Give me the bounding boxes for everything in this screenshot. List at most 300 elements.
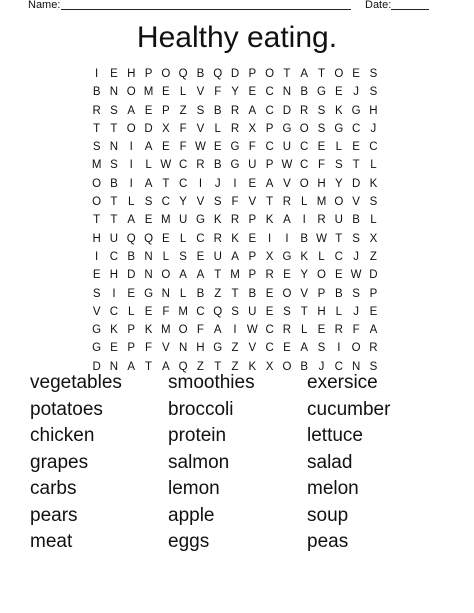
grid-letter: I	[112, 287, 116, 300]
grid-letter: E	[144, 305, 153, 318]
grid-letter: S	[317, 104, 326, 117]
grid-letter: B	[213, 104, 222, 117]
grid-letter: B	[248, 287, 257, 300]
grid-letter: E	[283, 342, 291, 355]
grid-letter: O	[126, 122, 136, 135]
grid-letter: E	[334, 86, 343, 99]
grid-letter: S	[196, 104, 205, 117]
grid-letter: R	[230, 214, 240, 227]
grid-letter: I	[129, 141, 133, 154]
grid-letter: A	[162, 360, 170, 373]
word-bank-item: cucumber	[307, 398, 391, 420]
grid-letter: S	[352, 232, 360, 245]
grid-letter: V	[196, 196, 205, 209]
grid-letter: K	[369, 177, 378, 190]
grid-letter: B	[196, 287, 205, 300]
grid-letter: F	[317, 159, 326, 172]
grid-letter: O	[92, 196, 102, 209]
grid-letter: X	[369, 232, 378, 245]
grid-letter: U	[248, 159, 257, 172]
grid-letter: W	[316, 232, 327, 245]
grid-letter: L	[162, 250, 170, 263]
grid-letter: T	[317, 68, 326, 80]
grid-letter: K	[248, 360, 257, 373]
grid-letter: O	[282, 360, 292, 373]
grid-letter: A	[127, 214, 136, 227]
grid-letter: T	[214, 269, 222, 282]
word-bank-item: protein	[168, 425, 227, 446]
grid-letter: Q	[178, 68, 188, 80]
page-title: Healthy eating.	[136, 21, 338, 54]
grid-letter: N	[178, 342, 188, 355]
grid-letter: E	[265, 287, 274, 300]
word-bank-item: salmon	[168, 451, 230, 473]
grid-letter: L	[370, 214, 377, 227]
grid-letter: W	[350, 269, 362, 282]
grid-letter: F	[179, 141, 187, 154]
grid-letter: A	[144, 141, 153, 154]
grid-letter: D	[282, 104, 292, 117]
grid-letter: M	[143, 86, 154, 99]
grid-letter: X	[265, 250, 274, 263]
grid-letter: S	[352, 287, 360, 300]
grid-letter: Q	[144, 232, 154, 245]
grid-letter: Y	[179, 196, 187, 209]
word-bank-item: exersice	[307, 372, 378, 393]
grid-letter: S	[369, 86, 378, 99]
grid-letter: D	[92, 360, 101, 373]
grid-letter: C	[178, 177, 188, 190]
grid-letter: U	[178, 214, 188, 227]
grid-letter: S	[92, 141, 101, 154]
word-bank-item: melon	[307, 478, 359, 499]
grid-letter: K	[110, 324, 118, 337]
grid-letter: E	[144, 214, 153, 227]
grid-letter: N	[144, 250, 153, 263]
grid-letter: H	[109, 269, 119, 282]
grid-letter: S	[110, 104, 118, 117]
grid-letter: G	[92, 324, 102, 337]
grid-letter: S	[317, 122, 326, 135]
grid-letter: P	[369, 287, 378, 300]
grid-letter: V	[92, 305, 101, 318]
grid-letter: P	[248, 269, 257, 282]
grid-letter: X	[162, 122, 170, 135]
grid-letter: Y	[334, 177, 343, 190]
grid-letter: G	[92, 342, 102, 355]
grid-letter: O	[265, 68, 275, 80]
word-bank-item: smoothies	[168, 372, 255, 393]
grid-letter: G	[230, 141, 240, 154]
grid-letter: E	[144, 104, 153, 117]
grid-letter: V	[283, 177, 291, 190]
grid-letter: Q	[213, 68, 223, 80]
grid-letter: W	[195, 141, 206, 154]
grid-letter: G	[334, 122, 344, 135]
word-bank-item: potatoes	[30, 398, 103, 420]
grid-letter: E	[110, 68, 118, 80]
grid-letter: P	[144, 68, 153, 80]
word-bank-item: vegetables	[30, 372, 122, 393]
grid-letter: Z	[231, 360, 239, 373]
grid-letter: Y	[300, 269, 309, 282]
grid-letter: C	[178, 159, 188, 172]
grid-letter: R	[334, 324, 343, 337]
grid-letter: D	[230, 68, 240, 80]
grid-letter: I	[95, 250, 99, 263]
grid-letter: C	[196, 232, 205, 245]
grid-letter: Q	[213, 305, 223, 318]
grid-letter: O	[334, 196, 344, 209]
grid-letter: K	[334, 104, 343, 117]
grid-letter: L	[370, 159, 377, 172]
grid-letter: D	[369, 269, 378, 282]
grid-letter: E	[248, 86, 257, 99]
grid-letter: E	[162, 141, 170, 154]
grid-letter: P	[248, 214, 257, 227]
grid-letter: H	[92, 232, 101, 245]
grid-letter: A	[144, 177, 153, 190]
grid-letter: H	[127, 68, 136, 80]
grid-letter: K	[213, 214, 222, 227]
grid-letter: A	[265, 177, 274, 190]
grid-letter: R	[230, 122, 240, 135]
grid-letter: B	[213, 159, 222, 172]
grid-letter: A	[127, 104, 136, 117]
grid-letter: F	[248, 141, 256, 154]
grid-letter: W	[281, 159, 293, 172]
grid-letter: B	[300, 360, 309, 373]
grid-letter: P	[248, 68, 257, 80]
word-bank-item: pears	[30, 504, 78, 526]
grid-letter: R	[230, 104, 240, 117]
grid-letter: A	[300, 68, 309, 80]
grid-letter: L	[145, 159, 152, 172]
grid-letter: T	[110, 122, 118, 135]
grid-letter: B	[334, 287, 343, 300]
grid-letter: P	[127, 342, 136, 355]
grid-letter: S	[369, 68, 378, 80]
grid-letter: C	[265, 141, 274, 154]
word-bank-item: peas	[307, 531, 349, 552]
grid-letter: J	[353, 305, 359, 318]
grid-letter: H	[369, 104, 378, 117]
grid-letter: U	[213, 250, 222, 263]
grid-letter: T	[231, 287, 239, 300]
grid-letter: L	[335, 305, 342, 318]
word-bank-item: salad	[307, 451, 353, 473]
grid-letter: U	[282, 141, 292, 154]
grid-letter: E	[127, 287, 136, 300]
grid-letter: O	[282, 287, 292, 300]
name-label: Name:	[28, 0, 61, 11]
grid-letter: R	[213, 232, 222, 245]
grid-letter: R	[92, 104, 101, 117]
grid-letter: M	[316, 196, 327, 209]
grid-letter: M	[91, 159, 102, 172]
grid-letter: D	[127, 269, 136, 282]
grid-letter: E	[196, 250, 205, 263]
grid-letter: O	[299, 122, 309, 135]
grid-letter: V	[352, 196, 360, 209]
worksheet-header	[0, 0, 474, 14]
grid-letter: J	[353, 86, 359, 99]
word-bank-item: apple	[168, 504, 215, 526]
word-bank-item: meat	[30, 531, 73, 552]
grid-letter: O	[161, 269, 171, 282]
grid-letter: G	[317, 86, 326, 99]
grid-letter: E	[334, 269, 343, 282]
grid-letter: I	[233, 324, 237, 337]
grid-letter: R	[317, 214, 326, 227]
grid-letter: D	[351, 177, 361, 190]
date-label: Date:	[365, 0, 392, 11]
word-bank-item: broccoli	[168, 398, 234, 420]
grid-letter: Q	[178, 360, 188, 373]
grid-letter: H	[317, 305, 326, 318]
grid-letter: A	[369, 324, 378, 337]
grid-letter: E	[352, 68, 360, 80]
grid-letter: S	[213, 196, 222, 209]
grid-letter: N	[144, 269, 153, 282]
grid-letter: M	[161, 214, 171, 227]
grid-letter: S	[317, 342, 326, 355]
word-bank-item: lettuce	[307, 425, 363, 446]
grid-letter: C	[300, 159, 309, 172]
grid-letter: P	[127, 324, 136, 337]
grid-letter: O	[317, 269, 326, 282]
grid-letter: M	[178, 305, 188, 318]
grid-letter: T	[93, 214, 101, 227]
grid-letter: I	[268, 232, 272, 245]
grid-letter: G	[213, 342, 223, 355]
grid-letter: Z	[179, 104, 187, 117]
grid-letter: L	[301, 324, 308, 337]
grid-letter: C	[265, 342, 274, 355]
grid-letter: T	[266, 196, 274, 209]
grid-letter: R	[282, 324, 292, 337]
word-bank-item: chicken	[30, 425, 95, 446]
grid-letter: M	[161, 324, 171, 337]
name-field-line	[61, 9, 351, 10]
word-bank-item: lemon	[168, 478, 220, 499]
grid-letter: A	[283, 214, 291, 227]
grid-letter: L	[301, 196, 308, 209]
word-search-grid	[88, 65, 382, 376]
grid-letter: L	[214, 122, 221, 135]
grid-letter: F	[231, 196, 239, 209]
grid-letter: J	[370, 122, 377, 135]
grid-letter: C	[109, 250, 119, 263]
grid-letter: V	[196, 86, 205, 99]
grid-letter: E	[369, 305, 378, 318]
grid-letter: Z	[196, 360, 204, 373]
grid-letter: E	[248, 232, 257, 245]
word-bank-item: soup	[307, 504, 349, 526]
grid-letter: E	[162, 232, 170, 245]
grid-letter: C	[265, 324, 274, 337]
grid-letter: P	[265, 159, 274, 172]
grid-letter: T	[300, 305, 308, 318]
grid-letter: A	[179, 269, 187, 282]
grid-letter: O	[334, 68, 344, 80]
grid-letter: V	[162, 342, 170, 355]
grid-letter: R	[282, 196, 292, 209]
grid-letter: T	[145, 360, 153, 373]
grid-letter: C	[334, 250, 343, 263]
grid-letter: I	[302, 214, 306, 227]
grid-letter: K	[265, 214, 274, 227]
grid-letter: C	[196, 305, 205, 318]
grid-letter: N	[351, 360, 361, 373]
grid-letter: E	[92, 269, 101, 282]
grid-letter: L	[179, 86, 187, 99]
grid-letter: T	[93, 122, 101, 135]
grid-letter: B	[300, 86, 309, 99]
grid-letter: Z	[369, 250, 377, 263]
grid-letter: F	[162, 305, 170, 318]
grid-letter: K	[300, 250, 309, 263]
grid-letter: S	[369, 196, 378, 209]
grid-letter: A	[127, 360, 136, 373]
grid-letter: B	[352, 214, 360, 227]
grid-letter: L	[128, 196, 135, 209]
grid-letter: P	[317, 287, 326, 300]
grid-letter: J	[214, 177, 221, 190]
grid-letter: C	[109, 305, 119, 318]
grid-letter: O	[299, 177, 309, 190]
grid-letter: F	[179, 122, 187, 135]
grid-letter: F	[196, 324, 204, 337]
word-bank-item: grapes	[30, 451, 89, 473]
grid-letter: P	[265, 122, 274, 135]
grid-letter: J	[318, 360, 325, 373]
date-field-line	[391, 9, 429, 10]
grid-letter: U	[248, 305, 257, 318]
grid-letter: V	[196, 122, 205, 135]
grid-letter: J	[353, 250, 359, 263]
grid-letter: L	[335, 141, 342, 154]
grid-letter: S	[92, 287, 101, 300]
grid-letter: U	[334, 214, 343, 227]
grid-letter: C	[161, 196, 170, 209]
grid-letter: G	[351, 104, 361, 117]
grid-letter: L	[179, 287, 187, 300]
grid-letter: O	[161, 68, 171, 80]
grid-letter: E	[213, 141, 222, 154]
grid-letter: G	[282, 122, 292, 135]
grid-letter: K	[231, 232, 239, 245]
grid-letter: S	[179, 250, 187, 263]
grid-letter: G	[144, 287, 154, 300]
grid-letter: Z	[231, 342, 239, 355]
grid-letter: B	[127, 250, 136, 263]
grid-letter: W	[160, 159, 172, 172]
grid-letter: G	[195, 214, 205, 227]
grid-letter: F	[352, 324, 360, 337]
word-bank-item: eggs	[168, 531, 210, 552]
grid-letter: S	[231, 305, 239, 318]
word-bank	[0, 372, 474, 562]
grid-letter: Q	[126, 232, 136, 245]
grid-letter: P	[162, 104, 170, 117]
grid-letter: A	[213, 324, 222, 337]
grid-letter: T	[110, 214, 118, 227]
grid-letter: H	[317, 177, 326, 190]
grid-letter: E	[352, 141, 360, 154]
grid-letter: C	[369, 141, 378, 154]
grid-letter: K	[144, 324, 153, 337]
grid-letter: R	[196, 159, 205, 172]
grid-letter: F	[145, 342, 153, 355]
grid-letter: W	[246, 324, 258, 337]
grid-letter: X	[248, 122, 257, 135]
grid-letter: N	[282, 86, 292, 99]
grid-letter: Y	[231, 86, 239, 99]
grid-letter: I	[129, 177, 133, 190]
grid-letter: A	[196, 269, 205, 282]
grid-letter: S	[283, 305, 291, 318]
grid-letter: I	[129, 159, 133, 172]
grid-letter: O	[126, 86, 136, 99]
grid-letter: C	[334, 360, 343, 373]
grid-letter: S	[369, 360, 378, 373]
grid-letter: L	[179, 232, 187, 245]
grid-letter: O	[351, 342, 361, 355]
grid-letter: I	[198, 177, 203, 190]
grid-letter: S	[334, 159, 343, 172]
grid-letter: O	[178, 324, 188, 337]
grid-letter: N	[161, 287, 170, 300]
grid-letter: C	[265, 104, 274, 117]
grid-letter: B	[92, 86, 101, 99]
grid-letter: N	[109, 141, 119, 154]
grid-letter: C	[265, 86, 274, 99]
grid-letter: R	[300, 104, 309, 117]
grid-letter: Z	[214, 287, 222, 300]
grid-letter: I	[285, 232, 289, 245]
grid-letter: M	[230, 269, 240, 282]
grid-letter: T	[162, 177, 170, 190]
grid-letter: B	[300, 232, 309, 245]
grid-letter: G	[230, 159, 240, 172]
grid-letter: S	[110, 159, 118, 172]
grid-letter: T	[214, 360, 222, 373]
grid-letter: E	[283, 269, 291, 282]
grid-letter: A	[300, 342, 309, 355]
grid-letter: B	[110, 177, 118, 190]
grid-letter: T	[335, 232, 343, 245]
grid-letter: L	[318, 250, 325, 263]
grid-letter: H	[196, 342, 205, 355]
word-bank-item: carbs	[30, 478, 77, 499]
grid-letter: V	[248, 342, 257, 355]
grid-letter: E	[248, 177, 257, 190]
grid-letter: I	[95, 68, 99, 80]
grid-letter: I	[337, 342, 341, 355]
grid-letter: G	[282, 250, 292, 263]
grid-letter: V	[300, 287, 309, 300]
grid-letter: O	[92, 177, 102, 190]
grid-letter: T	[352, 159, 360, 172]
grid-letter: A	[248, 104, 257, 117]
grid-letter: N	[109, 360, 119, 373]
grid-letter: L	[128, 305, 135, 318]
grid-letter: F	[214, 86, 222, 99]
grid-letter: N	[109, 86, 119, 99]
grid-letter: I	[233, 177, 237, 190]
grid-letter: E	[265, 305, 274, 318]
